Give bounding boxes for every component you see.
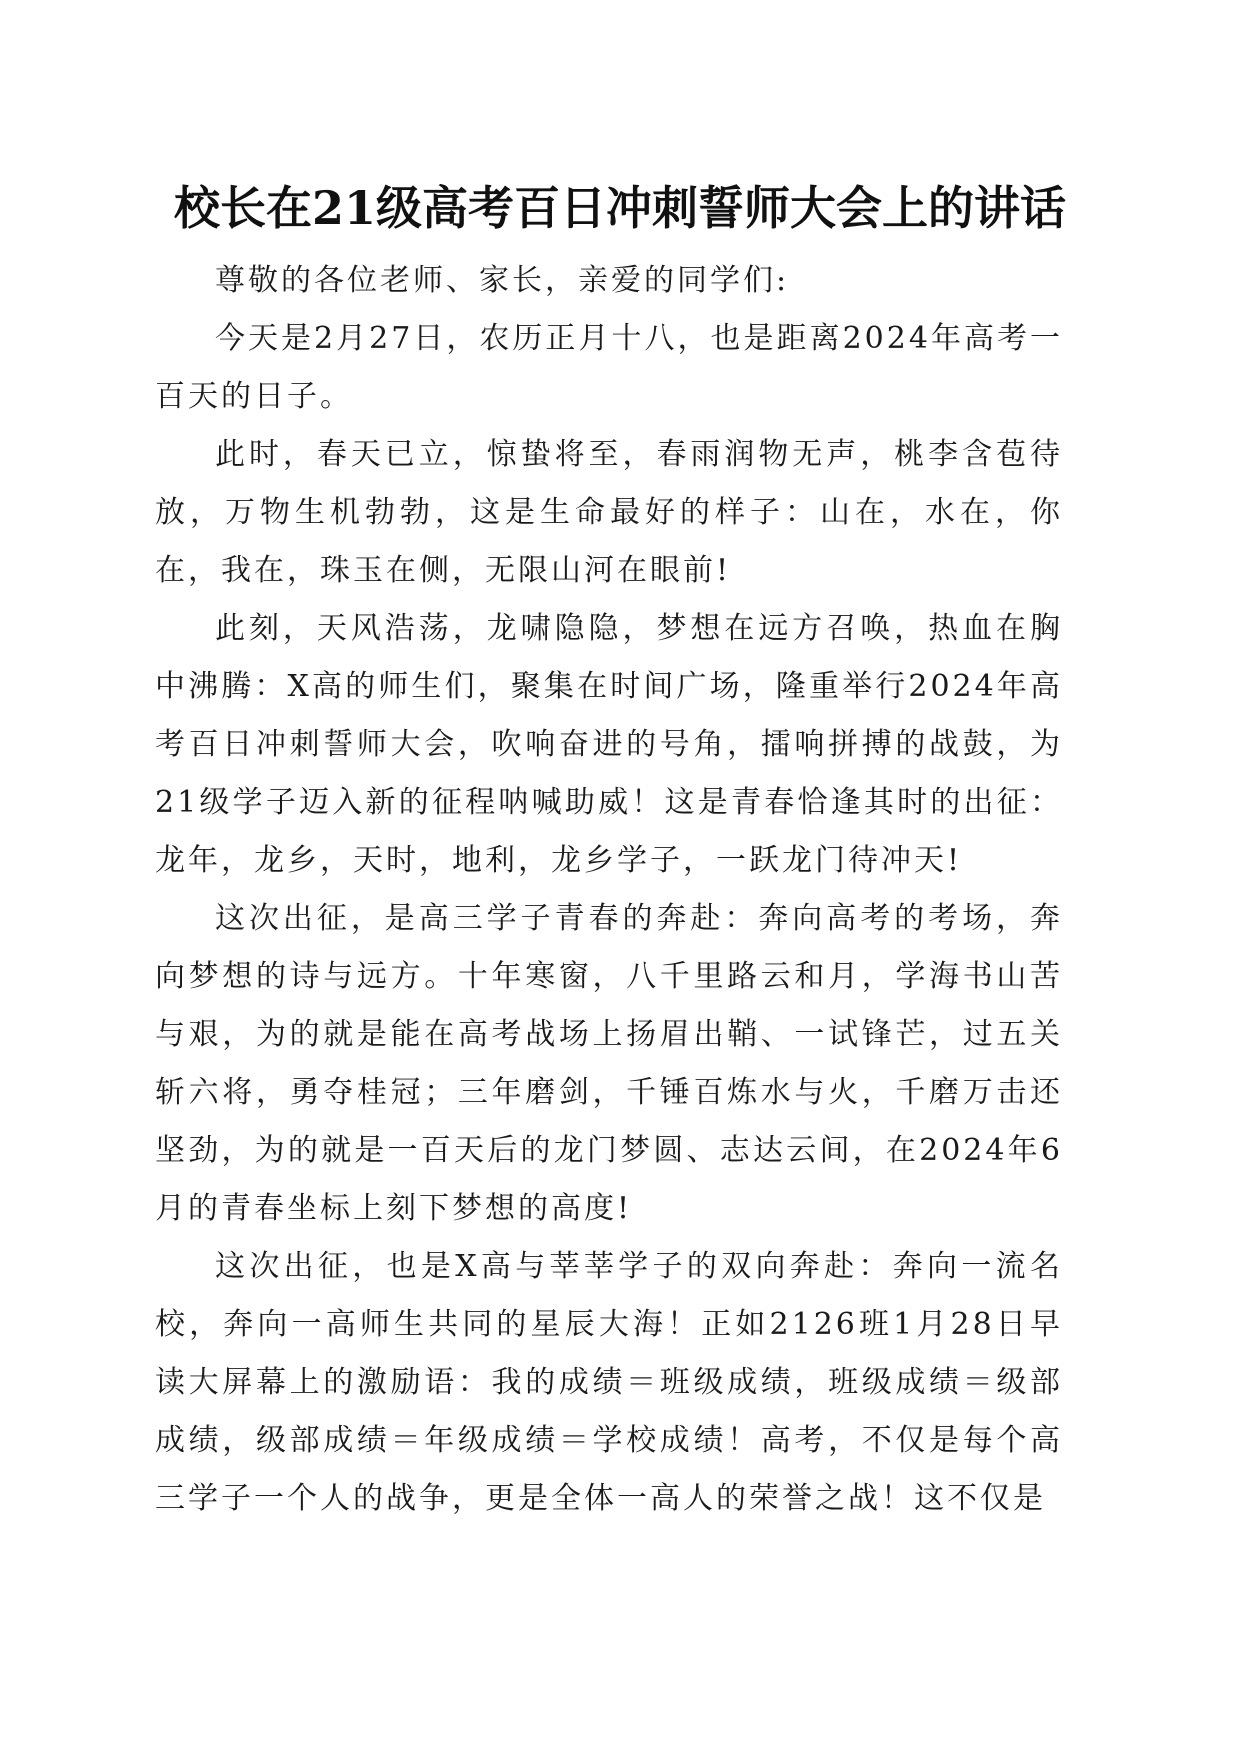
spring-paragraph: 此时，春天已立，惊蛰将至，春雨润物无声，桃李含苞待放，万物生机勃勃，这是生命最好的样子：山在，水在，你在，我在，珠玉在侧，无限山河在眼前! [155, 437, 1063, 588]
ceremony-paragraph: 此刻，天风浩荡，龙啸隐隐，梦想在远方召唤，热血在胸中沸腾：X高的师生们，聚集在时间广场，隆重举行2024年高考百日冲刺誓师大会，吹响奋进的号角，擂响拼搏的战鼓，为21级学子迈入新的征程呐喊助威！这是青春恰逢其时的出征：龙年，龙乡，天时，地利，龙乡学子，一跃龙门待冲天! [155, 611, 1063, 878]
journey-paragraph: 这次出征，是高三学子青春的奔赴：奔向高考的考场，奔向梦想的诗与远方。十年寒窗，八千里路云和月，学海书山苦与艰，为的就是能在高考战场上扬眉出鞘、一试锋芒，过五关斩六将，勇夺桂冠；三年磨剑，千锤百炼水与火，千磨万击还坚劲，为的就是一百天后的龙门梦圆、志达云间，在2024年6月的青春坐标上刻下梦想的高度! [155, 901, 1063, 1226]
school-paragraph: 这次出征，也是X高与莘莘学子的双向奔赴：奔向一流名校，奔向一高师生共同的星辰大海！正如2126班1月28日早读大屏幕上的激励语：我的成绩＝班级成绩，班级成绩＝级部成绩，级部成绩＝年级成绩＝学校成绩！高考，不仅是每个高三学子一个人的战争，更是全体一高人的荣誉之战！这不仅是 [155, 1249, 1063, 1516]
date-paragraph: 今天是2月27日，农历正月十八，也是距离2024年高考一百天的日子。 [155, 321, 1063, 414]
speech-title: 校长在21级高考百日冲刺誓师大会上的讲话 [173, 181, 1066, 235]
greeting-paragraph: 尊敬的各位老师、家长，亲爱的同学们: [215, 263, 790, 298]
speech-body [155, 252, 1063, 1528]
